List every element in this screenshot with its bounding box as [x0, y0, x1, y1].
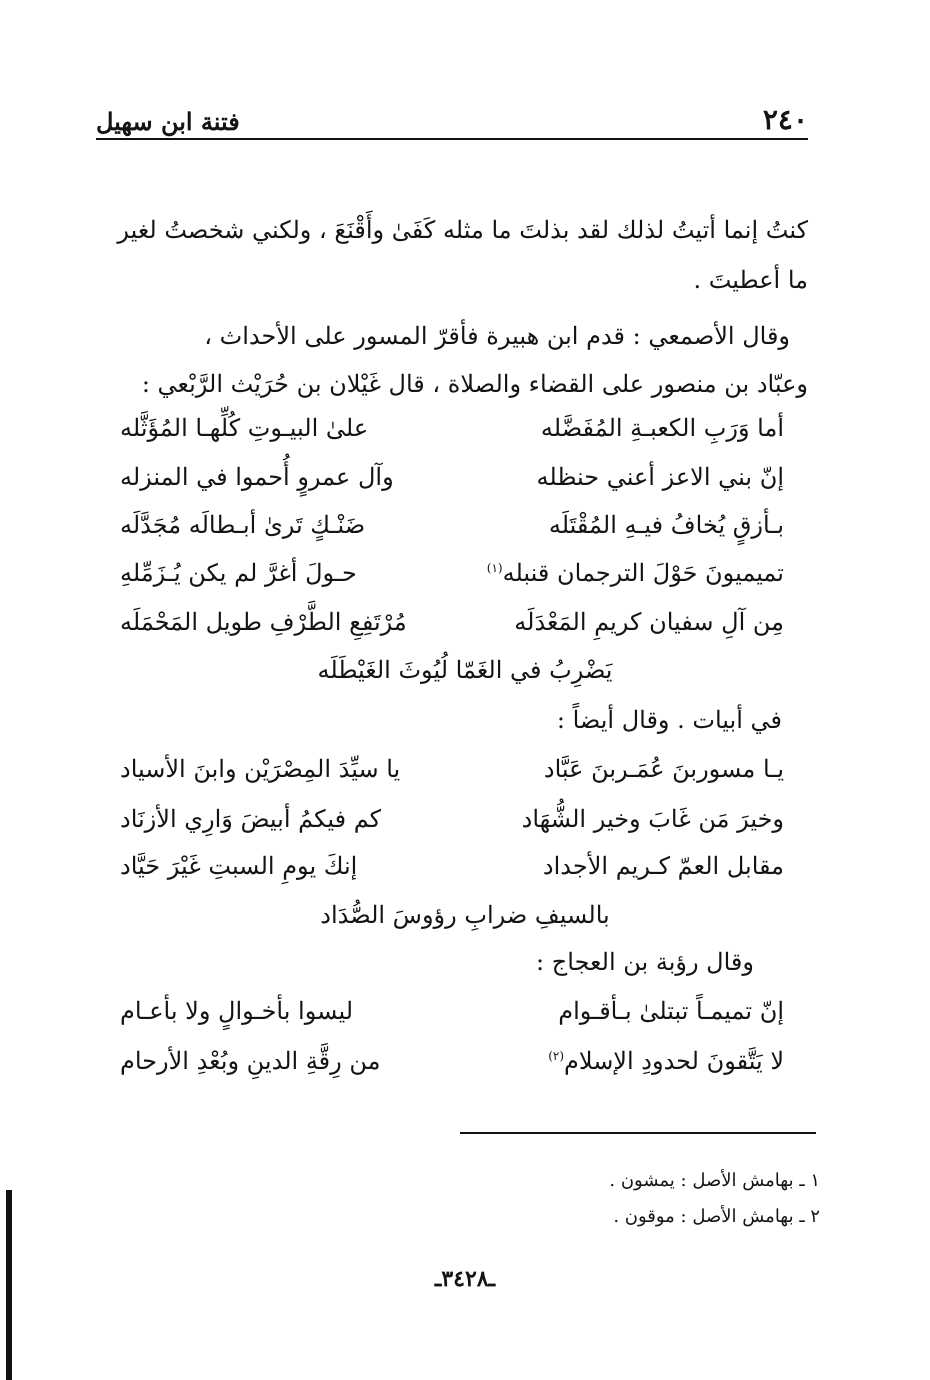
verse-hemistich: علىٰ البيـوتِ كُلِّهـا المُؤَثَّله — [120, 414, 369, 442]
verse-line — [120, 500, 784, 550]
verse-hemistich: وخيرَ مَن غَابَ وخير الشُّهَاد — [521, 805, 784, 833]
verse-hemistich: حـولَ أغرَّ لم يكن يُـزَمِّلهِ — [120, 559, 357, 587]
verse-hemistich: ضَنْـكٍ تَرىٰ أبـطالَه مُجَدَّلَه — [120, 511, 366, 539]
verse-line — [120, 841, 784, 891]
verse-hemistich: مقابل العمّ كـريم الأجداد — [542, 852, 784, 880]
verse-hemistich — [548, 1047, 784, 1075]
page-header — [96, 96, 808, 136]
verse-line-centered: بالسيفِ ضرابِ رؤوسَ الصُّدَاد — [320, 901, 610, 929]
footnote: ١ ـ بهامش الأصل : يمشون . — [609, 1170, 820, 1191]
verse-hemistich — [487, 559, 784, 587]
verse-text: تميميونَ حَوْلَ الترجمان قنبله — [502, 559, 784, 587]
verse-hemistich: إنّ بني الاعز أعني حنظله — [536, 463, 784, 491]
verse-text: لا يَتَّقونَ لحدودِ الإسلام — [564, 1047, 784, 1075]
verse-line — [120, 548, 784, 598]
footnote: ٢ ـ بهامش الأصل : موقون . — [613, 1206, 820, 1227]
running-title: فتنة ابن سهيل — [96, 107, 240, 136]
verse-hemistich: بـأزقٍ يُخافُ فيـهِ المُقْتَلَه — [548, 511, 784, 539]
footnote-rule — [460, 1132, 816, 1134]
footnote-marker: (١) — [486, 561, 503, 575]
verse-line — [120, 597, 784, 647]
paragraph-line: وقال الأصمعي : قدم ابن هبيرة فأقرّ المسور على الأحداث ، — [204, 322, 790, 350]
verse-hemistich: أما وَرَبِ الكعبـةِ المُفَضَّله — [540, 414, 784, 442]
paragraph-line: ما أعطيتَ . — [693, 266, 808, 294]
verse-hemistich: مِن آلِ سفيان كريمِ المَعْدَلَه — [514, 608, 784, 636]
paragraph-line: وعبّاد بن منصور على القضاء والصلاة ، قال غَيْلان بن حُرَيْث الرَّبْعي : — [141, 370, 808, 398]
paragraph-line: وقال رؤبة بن العجاج : — [536, 948, 754, 976]
verse-hemistich: كم فيكمُ أبيضَ وَارِي الأزنَاد — [120, 805, 382, 833]
paragraph-line: كنتُ إنما أتيتُ لذلك لقد بذلتَ ما مثله كَفَىٰ وأَقْنَعَ ، ولكني شخصتُ لغير — [117, 216, 808, 244]
header-rule — [96, 138, 808, 140]
verse-line — [120, 794, 784, 844]
verse-hemistich: إنكَ يومِ السبتِ غَيْرَ حَيَّاد — [120, 852, 358, 880]
footnote-marker: (٢) — [548, 1049, 565, 1063]
verse-line — [120, 403, 784, 453]
verse-line-centered: يَضْرِبُ في الغَمّا لُيُوثَ الغَيْطَلَه — [317, 656, 613, 684]
paragraph-line: في أبيات . وقال أيضاً : — [556, 706, 782, 734]
verse-hemistich: يا سيِّدَ المِصْرَيْن وابنَ الأسياد — [120, 755, 401, 783]
verse-hemistich: من رِقَّةِ الدينِ وبُعْدِ الأرحام — [120, 1047, 381, 1075]
verse-hemistich: وآل عمروٍ أُحموا في المنزله — [120, 463, 394, 491]
page-number: ٢٤٠ — [762, 103, 808, 136]
verse-line — [120, 986, 784, 1036]
verse-hemistich: ليسوا بأخـوالٍ ولا بأعـام — [120, 997, 354, 1025]
verse-line — [120, 1036, 784, 1086]
verse-hemistich: يـا مسوربنَ عُمَـربنَ عَبَّاد — [543, 755, 784, 783]
verse-line — [120, 744, 784, 794]
bottom-page-number: ـ٣٤٢٨ـ — [434, 1266, 496, 1292]
verse-line — [120, 452, 784, 502]
verse-hemistich: إنّ تميمـاً تبتلىٰ بـأقـوام — [558, 997, 784, 1025]
verse-hemistich: مُرْتَفِعِ الطَّرْفِ طويل المَحْمَلَه — [120, 608, 407, 636]
